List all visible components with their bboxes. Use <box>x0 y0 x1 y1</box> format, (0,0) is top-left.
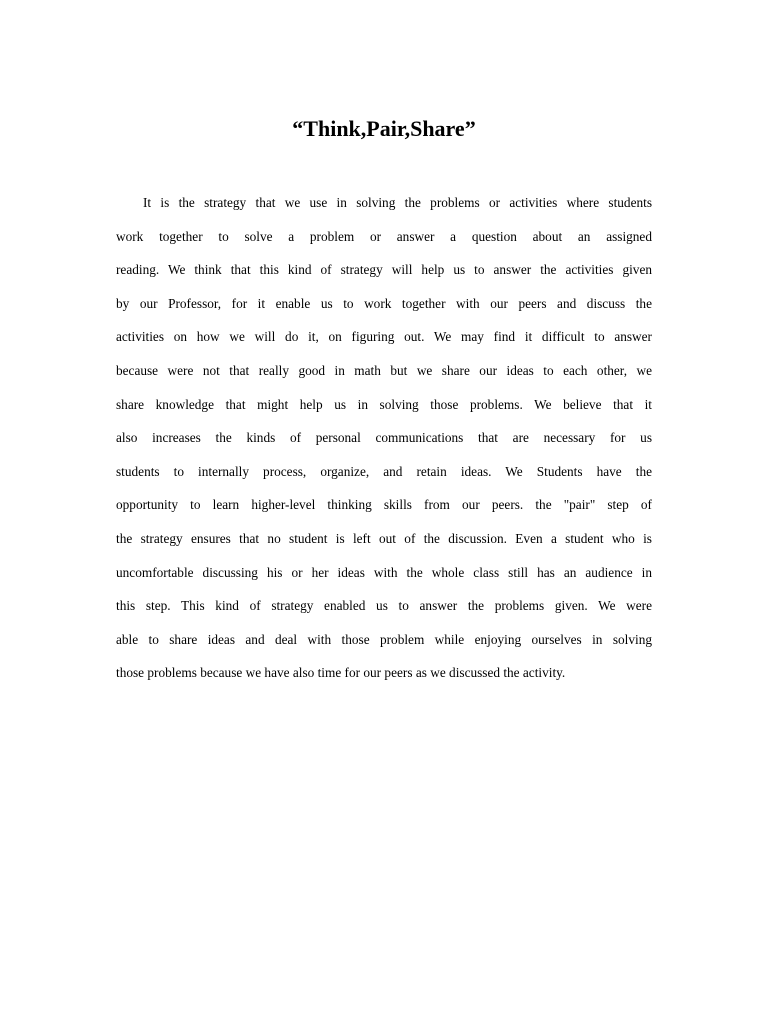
paragraph-line: students to internally process, organize, and retain ideas. We Students have the <box>116 463 652 479</box>
paragraph-line: the strategy ensures that no student is left out of the discussion. Even a student who is <box>116 530 652 546</box>
paragraph-line: opportunity to learn higher-level thinking skills from our peers. the "pair" step of <box>116 497 652 513</box>
paragraph-line: this step. This kind of strategy enabled us to answer the problems given. We were <box>116 598 652 614</box>
paragraph-line: work together to solve a problem or answer a question about an assigned <box>116 228 652 244</box>
paragraph-line: because were not that really good in math but we share our ideas to each other, we <box>116 362 652 378</box>
paragraph-line: reading. We think that this kind of strategy will help us to answer the activities given <box>116 262 652 278</box>
paragraph-line: able to share ideas and deal with those problem while enjoying ourselves in solving <box>116 631 652 647</box>
paragraph-line: activities on how we will do it, on figuring out. We may find it difficult to answer <box>116 329 652 345</box>
paragraph-line: those problems because we have also time for our peers as we discussed the activity. <box>116 665 566 681</box>
body-paragraph <box>116 186 652 690</box>
paragraph-line: It is the strategy that we use in solving the problems or activities where students <box>143 195 652 210</box>
document-title: “Think,Pair,Share” <box>292 116 476 141</box>
paragraph-line: by our Professor, for it enable us to work together with our peers and discuss the <box>116 295 652 311</box>
paragraph-line: also increases the kinds of personal communications that are necessary for us <box>116 430 652 446</box>
paragraph-line: uncomfortable discussing his or her ideas with the whole class still has an audience in <box>116 564 652 580</box>
paragraph-line: share knowledge that might help us in solving those problems. We believe that it <box>116 396 652 412</box>
